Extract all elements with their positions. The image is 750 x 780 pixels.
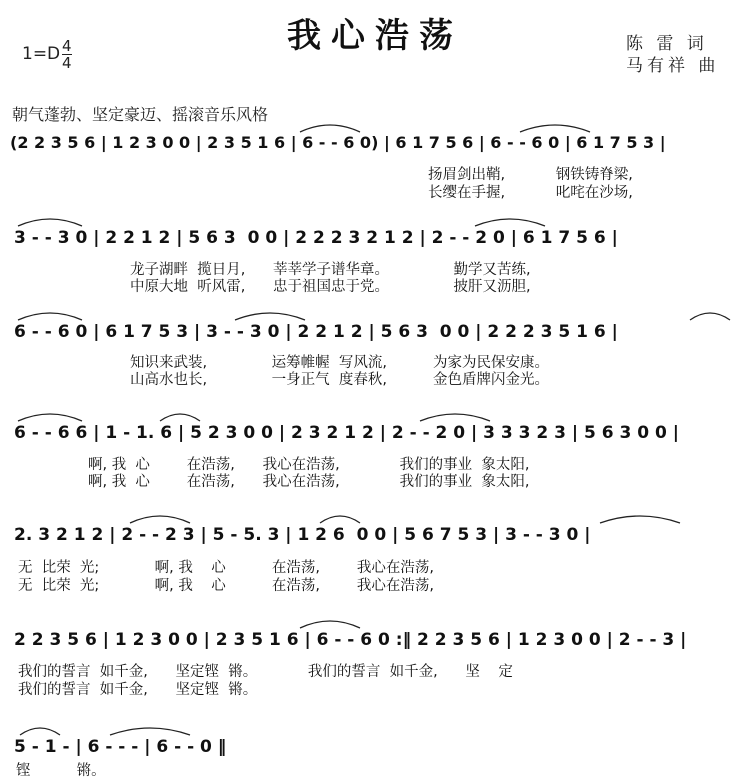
slur xyxy=(130,516,190,523)
notation-row-5: 2. 3 2 1 2 | 2 - - 2 3 | 5 - 5. 3 | 1 2 6 0 0 | 5 6 7 5 3 | 3 - - 3 0 | xyxy=(14,525,591,545)
notation-row-1: (2 2 3 5 6 | 1 2 3 0 0 | 2 3 5 1 6 | 6 - - 6 0) | 6 1 7 5 6 | 6 - - 6 0 | 6 1 7 5 3 | xyxy=(10,133,666,152)
slur xyxy=(20,728,60,735)
slur xyxy=(160,414,200,421)
slur xyxy=(320,516,360,523)
time-signature-top: 4 xyxy=(62,37,72,55)
slur xyxy=(235,313,305,320)
lyric-row-2-verse-2: 中原大地 听风雷, 忠于祖国忠于党。 披肝又沥胆, xyxy=(130,279,531,295)
notation-row-7: 5 - 1 - | 6 - - - | 6 - - 0 ‖ xyxy=(14,737,227,757)
lyric-row-4-verse-2: 啊, 我 心 在浩荡, 我心在浩荡, 我们的事业 象太阳, xyxy=(88,474,530,490)
lyric-row-4-verse-1: 啊, 我 心 在浩荡, 我心在浩荡, 我们的事业 象太阳, xyxy=(88,457,530,473)
time-signature xyxy=(62,38,72,71)
style-note: 朝气蓬勃、坚定豪迈、摇滚音乐风格 xyxy=(12,105,269,124)
lyric-row-5-verse-1: 无 比荣 光; 啊, 我 心 在浩荡, 我心在浩荡, xyxy=(18,560,434,576)
composer-credit: 马有祥 曲 xyxy=(626,56,720,76)
lyric-row-1-verse-2: 长缨在手握, 叱咤在沙场, xyxy=(428,185,633,201)
slur xyxy=(18,219,82,226)
slur xyxy=(18,313,82,320)
slur xyxy=(300,125,360,132)
notation-row-3: 6 - - 6 0 | 6 1 7 5 3 | 3 - - 3 0 | 2 2 1 2 | 5 6 3 0 0 | 2 2 2 3 5 1 6 | xyxy=(14,322,618,342)
time-signature-bottom: 4 xyxy=(62,54,72,72)
notation-row-4: 6 - - 6 6 | 1 - 1. 6 | 5 2 3 0 0 | 2 3 2 1 2 | 2 - - 2 0 | 3 3 3 2 3 | 5 6 3 0 0 | xyxy=(14,423,679,443)
slur xyxy=(475,219,545,226)
slur xyxy=(690,313,730,320)
slur xyxy=(18,414,82,421)
lyric-row-3-verse-2: 山高水也长, 一身正气 度春秋, 金色盾牌闪金光。 xyxy=(130,372,550,388)
slur xyxy=(420,414,490,421)
lyric-row-1-verse-1: 扬眉剑出鞘, 钢铁铸脊梁, xyxy=(428,167,633,183)
slur xyxy=(110,728,190,735)
lyric-row-6-verse-1: 我们的誓言 如千金, 坚定铿 锵。 我们的誓言 如千金, 坚 定 xyxy=(18,664,513,680)
lyric-row-6-verse-2: 我们的誓言 如千金, 坚定铿 锵。 xyxy=(18,682,258,698)
lyric-row-3-verse-1: 知识来武装, 运筹帷幄 写风流, 为家为民保安康。 xyxy=(130,355,550,371)
lyric-row-7-verse-1: 铿 锵。 xyxy=(16,763,106,779)
notation-row-6: 2 2 3 5 6 | 1 2 3 0 0 | 2 3 5 1 6 | 6 - - 6 0 :‖ 2 2 3 5 6 | 1 2 3 0 0 | 2 - - 3 | xyxy=(14,630,687,650)
key-signature: 1=D xyxy=(22,44,61,64)
slur xyxy=(300,621,360,628)
slur xyxy=(520,125,590,132)
slur xyxy=(600,516,680,523)
notation-row-2: 3 - - 3 0 | 2 2 1 2 | 5 6 3 0 0 | 2 2 2 3 2 1 2 | 2 - - 2 0 | 6 1 7 5 6 | xyxy=(14,228,618,248)
lyricist-credit: 陈 雷 词 xyxy=(626,34,708,54)
song-title: 我心浩荡 xyxy=(287,16,463,56)
credits xyxy=(626,33,719,77)
lyric-row-5-verse-2: 无 比荣 光; 啊, 我 心 在浩荡, 我心在浩荡, xyxy=(18,578,434,594)
lyric-row-2-verse-1: 龙子湖畔 揽日月, 莘莘学子谱华章。 勤学又苦练, xyxy=(130,262,531,278)
